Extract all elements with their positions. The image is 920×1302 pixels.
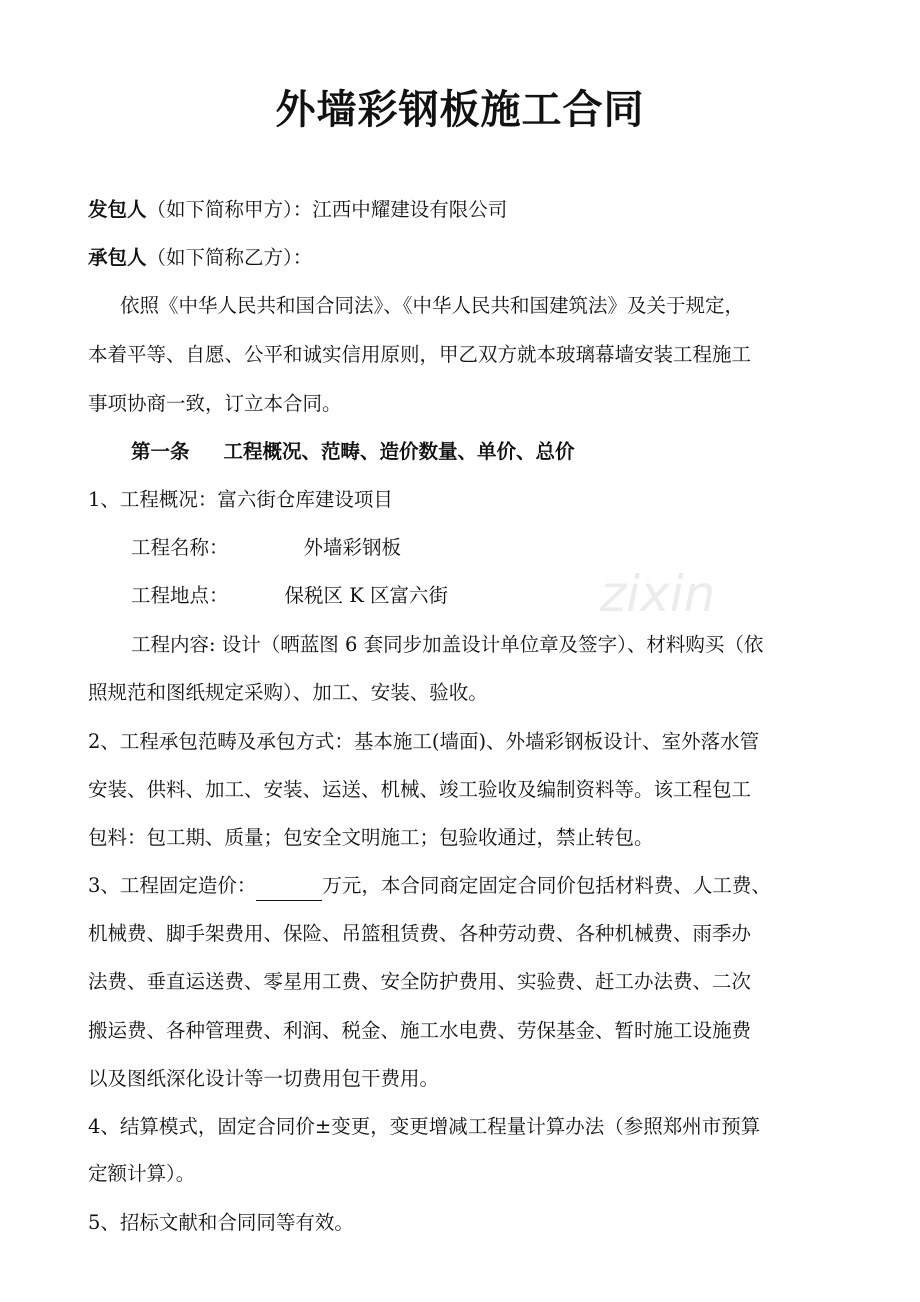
item-4-line-1: 4、结算模式，固定合同价±变更，变更增减工程量计算办法（参照郑州市预算 — [88, 1115, 761, 1138]
contractor-line — [88, 243, 312, 273]
item-3-line-2: 机械费、脚手架费用、保险、吊篮租赁费、各种劳动费、各种机械费、雨季办 — [88, 922, 752, 945]
item-2-line-2: 安装、供料、加工、安装、运送、机械、竣工验收及编制资料等。该工程包工 — [88, 778, 752, 801]
contractor-text: （如下简称乙方）： — [146, 246, 313, 269]
intro-line-3: 事项协商一致，订立本合同。 — [88, 392, 342, 415]
item-1-overview: 1、工程概况：富六街仓库建设项目 — [88, 488, 393, 511]
employer-label: 发包人 — [88, 198, 147, 221]
item-2-line-1: 2、工程承包范畴及承包方式：基本施工(墙面)、外墙彩钢板设计、室外落水管 — [88, 730, 760, 753]
item-2-line-3: 包料：包工期、质量；包安全文明施工；包验收通过，禁止转包。 — [88, 826, 654, 849]
project-name-label: 工程名称： — [131, 536, 229, 559]
item-3-line-4: 搬运费、各种管理费、利润、税金、施工水电费、劳保基金、暂时施工设施费 — [88, 1019, 752, 1042]
item-3-suffix: 万元，本合同商定固定合同价包括材料费、人工费、 — [322, 874, 771, 897]
item-3-prefix: 3、工程固定造价： — [88, 874, 257, 897]
watermark: zixin — [600, 565, 716, 623]
intro-line-2: 本着平等、自愿、公平和诚实信用原则，甲乙双方就本玻璃幕墙安装工程施工 — [88, 343, 752, 366]
article-1-number: 第一条 — [131, 440, 190, 463]
item-4-line-2: 定额计算）。 — [88, 1162, 196, 1185]
price-blank — [256, 878, 322, 901]
item-3-line-3: 法费、垂直运送费、零星用工费、安全防护费用、实验费、赶工办法费、二次 — [88, 970, 752, 993]
intro-line-1: 依照《中华人民共和国合同法》、《中华人民共和国建筑法》及关于规定， — [120, 294, 745, 317]
item-3-line-5: 以及图纸深化设计等一切费用包干费用。 — [88, 1067, 440, 1090]
employer-text: （如下简称甲方）：江西中耀建设有限公司 — [146, 198, 508, 221]
project-location-value: 保税区 K 区富六街 — [284, 584, 448, 607]
project-location-line — [131, 581, 448, 611]
project-name-value: 外墙彩钢板 — [303, 536, 402, 559]
item-5-line: 5、招标文献和合同同等有效。 — [88, 1211, 354, 1234]
article-1-title: 工程概况、范畴、造价数量、单价、总价 — [223, 440, 575, 463]
employer-line — [88, 195, 507, 225]
project-content-line-2: 照规范和图纸规定采购）、加工、安装、验收。 — [88, 681, 488, 704]
document-title: 外墙彩钢板施工合同 — [275, 87, 645, 133]
contractor-label: 承包人 — [88, 246, 147, 269]
project-location-label: 工程地点： — [131, 584, 229, 607]
project-name-line — [131, 533, 401, 563]
item-3-line-1 — [88, 871, 771, 901]
article-1-heading — [131, 437, 575, 467]
project-content-line-1: 工程内容: 设计（晒蓝图 6 套同步加盖设计单位章及签字）、材料购买（依 — [131, 633, 764, 656]
